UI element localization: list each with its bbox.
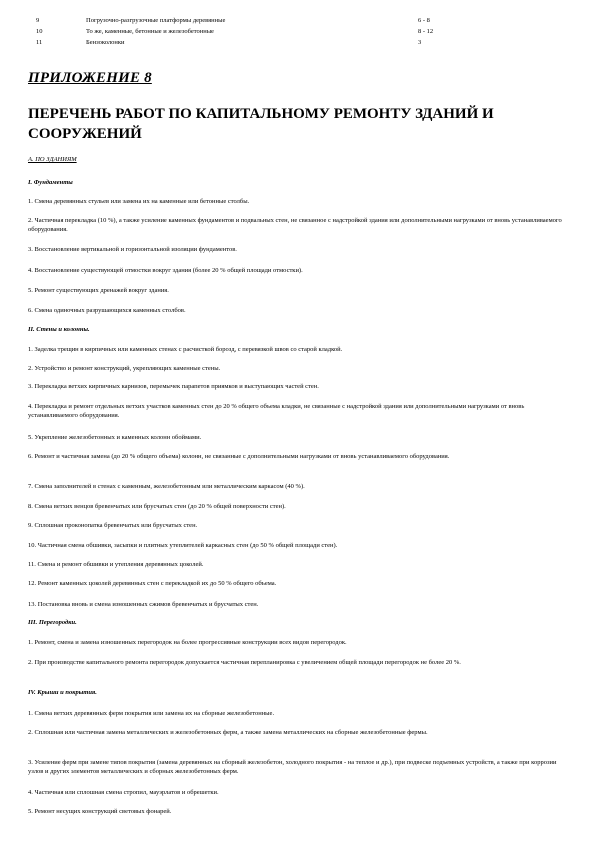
list-item: 5. Укрепление железобетонных и каменных колонн обоймами. bbox=[28, 434, 202, 441]
list-item: 4. Частичная или сплошная смена стропил, мауэрлатов и обрешетки. bbox=[28, 789, 219, 796]
list-item: 4. Восстановление существующей отмостки вокруг здания (более 20 % общей площади отмостки). bbox=[28, 267, 303, 274]
list-item: 6. Смена одиночных разрушающихся каменных столбов. bbox=[28, 307, 186, 314]
list-item: 1. Смена деревянных стульев или замена их на каменные или бетонные столбы. bbox=[28, 198, 250, 205]
subsection-heading: I. Фундаменты bbox=[28, 179, 73, 186]
list-item: 1. Заделка трещин в кирпичных или каменных стенах с расчисткой борозд, с перевязкой швов со старой кладкой. bbox=[28, 346, 343, 353]
list-item: 2. При производстве капитального ремонта перегородок допускается частичная перепланировка с увеличением общей площади перегородок не более 20 %. bbox=[28, 659, 461, 666]
list-item: 2. Частичная перекладка (10 %), а также усиление каменных фундаментов и подвальных стен, не связанное с надстройкой здания или дополнительными нагрузками от вновь устанавливаемого оборудования. bbox=[28, 217, 562, 233]
list-item: 3. Усиление ферм при замене типов покрытия (замена деревянных на сборный железобетон, холодного покрытия - на теплое и др.), при подвеске подъемных устройств, а также при коррозии узлов и других элементов металлических и сборных железобетонных ферм. bbox=[28, 759, 557, 775]
list-item: 5. Ремонт существующих дренажей вокруг здания. bbox=[28, 287, 169, 294]
list-item: 2. Сплошная или частичная замена металлических и железобетонных ферм, а также замена металлических на сборные железобетонные фермы. bbox=[28, 729, 428, 736]
document-title: ПЕРЕЧЕНЬ РАБОТ ПО КАПИТАЛЬНОМУ РЕМОНТУ ЗДАНИЙ И СООРУЖЕНИЙ bbox=[28, 106, 494, 142]
table-row bbox=[0, 27, 595, 37]
subsection-heading: III. Перегородки. bbox=[28, 619, 77, 626]
row-value: 3 bbox=[418, 39, 422, 46]
subsection-heading: II. Стены и колонны. bbox=[28, 326, 90, 333]
list-item: 5. Ремонт несущих конструкций световых фонарей. bbox=[28, 808, 172, 815]
list-item: 7. Смена заполнителей в стенах с каменным, железобетонным или металлическим каркасом (40 %). bbox=[28, 483, 305, 490]
list-item: 9. Сплошная проконопатка бревенчатых или брусчатых стен. bbox=[28, 522, 198, 529]
row-value: 8 - 12 bbox=[418, 28, 434, 35]
list-item: 3. Восстановление вертикальной и горизонтальной изоляции фундаментов. bbox=[28, 246, 237, 253]
list-item: 6. Ремонт и частичная замена (до 20 % общего объема) колонн, не связанные с дополнительными нагрузками от вновь устанавливаемого оборудования. bbox=[28, 453, 450, 460]
row-value: 6 - 8 bbox=[418, 17, 430, 24]
appendix-title: ПРИЛОЖЕНИЕ 8 bbox=[28, 70, 152, 86]
row-name: То же, каменные, бетонные и железобетонные bbox=[86, 28, 214, 35]
list-item: 1. Ремонт, смена и замена изношенных перегородок на более прогрессивные конструкции всех видов перегородок. bbox=[28, 639, 347, 646]
row-number: 9 bbox=[36, 17, 40, 24]
section-heading: А. ПО ЗДАНИЯМ bbox=[28, 156, 77, 163]
row-number: 11 bbox=[36, 39, 43, 46]
table-row bbox=[0, 38, 595, 48]
row-name: Бензоколонки bbox=[86, 39, 125, 46]
table-row bbox=[0, 16, 595, 26]
list-item: 13. Постановка вновь и смена изношенных сжимов бревенчатых и брусчатых стен. bbox=[28, 601, 259, 608]
list-item: 12. Ремонт каменных цоколей деревянных стен с перекладкой их до 50 % общего объема. bbox=[28, 580, 277, 587]
subsection-heading: IV. Крыши и покрытия. bbox=[28, 689, 97, 696]
list-item: 3. Перекладка ветхих кирпичных карнизов, перемычек парапетов приямков и выступающих частей стен. bbox=[28, 383, 319, 390]
row-name: Погрузочно-разгрузочные платформы деревянные bbox=[86, 17, 226, 24]
list-item: 2. Устройство и ремонт конструкций, укрепляющих каменные стены. bbox=[28, 365, 221, 372]
list-item: 4. Перекладка и ремонт отдельных ветхих участков каменных стен до 20 % общего объема кладки, не связанные с надстройкой здания или дополнительными нагрузками от вновь устанавливаемого оборудования. bbox=[28, 403, 525, 419]
list-item: 10. Частичная смена обшивки, засыпки и плитных утеплителей каркасных стен (до 50 % общей площади стен). bbox=[28, 542, 338, 549]
list-item: 11. Смена и ремонт обшивки и утепления деревянных цоколей. bbox=[28, 561, 204, 568]
list-item: 8. Смена ветхих венцов бревенчатых или брусчатых стен (до 20 % общей поверхности стен). bbox=[28, 503, 286, 510]
list-item: 1. Смена ветхих деревянных ферм покрытия или замена их на сборные железобетонные. bbox=[28, 710, 275, 717]
row-number: 10 bbox=[36, 28, 43, 35]
